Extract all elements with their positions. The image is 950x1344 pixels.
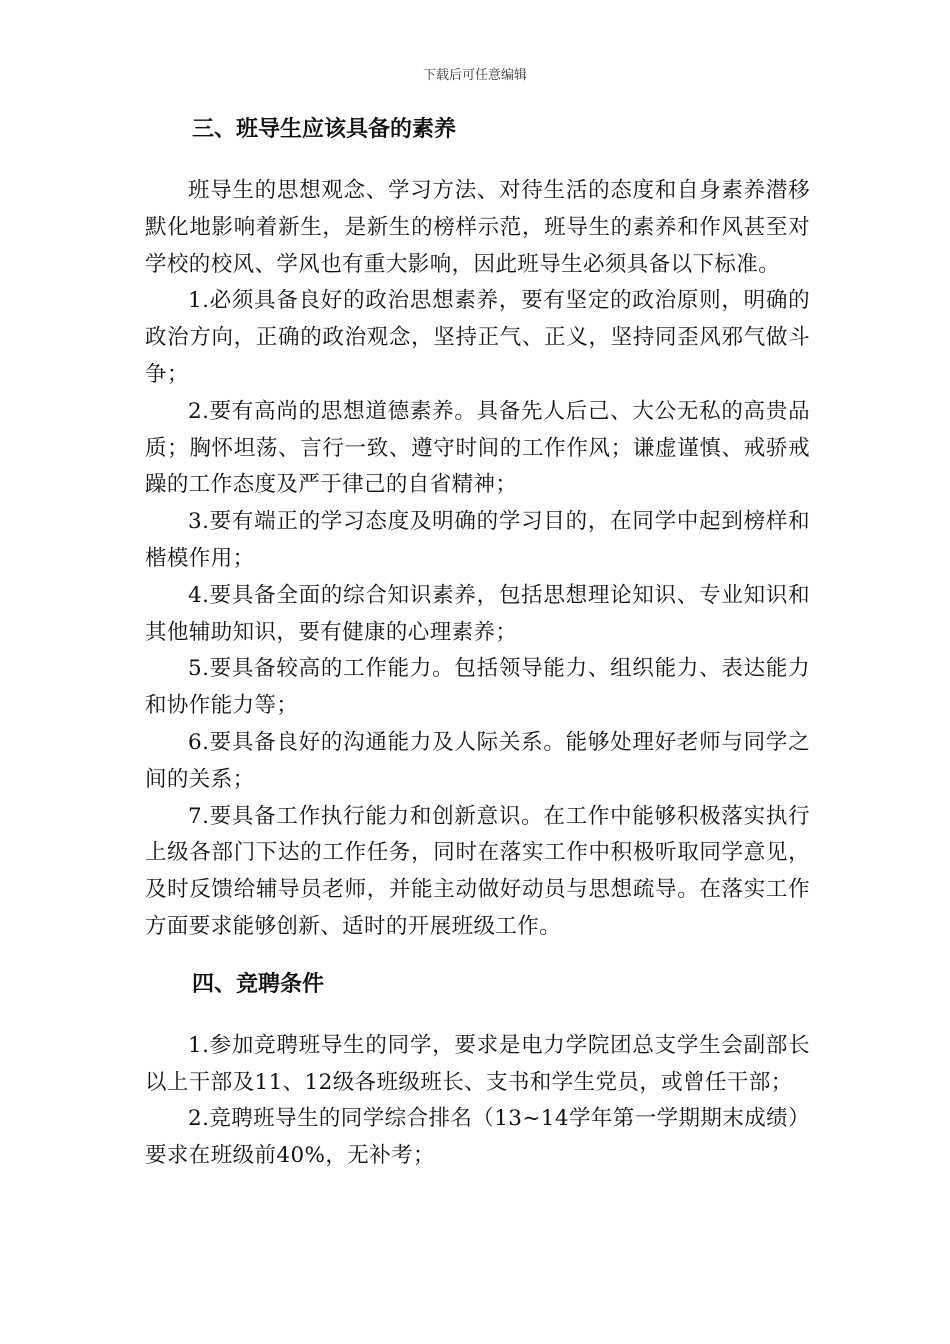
paragraph-item-5: 5.要具备较高的工作能力。包括领导能力、组织能力、表达能力和协作能力等； (145, 656, 810, 719)
paragraph-item-1: 1.必须具备良好的政治思想素养，要有坚定的政治原则，明确的政治方向，正确的政治观念，坚持正气、正义，坚持同歪风邪气做斗争； (145, 288, 810, 387)
paragraph-item-4: 4.要具备全面的综合知识素养，包括思想理论知识、专业知识和其他辅助知识，要有健康的心理素养； (145, 582, 810, 645)
paragraph-condition-1: 1.参加竞聘班导生的同学，要求是电力学院团总支学生会副部长以上干部及11、12级各班级班长、支书和学生党员，或曾任干部； (145, 1032, 810, 1095)
paragraph-intro: 班导生的思想观念、学习方法、对待生活的态度和自身素养潜移默化地影响着新生，是新生的榜样示范，班导生的素养和作风甚至对学校的校风、学风也有重大影响，因此班导生必须具备以下标准。 (145, 178, 810, 277)
paragraph-item-2: 2.要有高尚的思想道德素养。具备先人后己、大公无私的高贵品质；胸怀坦荡、言行一致、遵守时间的工作作风；谦虚谨慎、戒骄戒躁的工作态度及严于律己的自省精神； (145, 398, 810, 498)
paragraph-condition-2: 2.竞聘班导生的同学综合排名（13~14学年第一学期期末成绩）要求在班级前40%，无补考； (145, 1106, 810, 1169)
paragraph-item-6: 6.要具备良好的沟通能力及人际关系。能够处理好老师与同学之间的关系； (145, 729, 810, 792)
page-header: 下载后可任意编辑 (422, 68, 527, 83)
document-body (145, 112, 810, 1175)
paragraph-item-3: 3.要有端正的学习态度及明确的学习目的，在同学中起到榜样和楷模作用； (145, 509, 810, 571)
section-heading-qualities: 三、班导生应该具备的素养 (192, 117, 457, 142)
section-spacer (145, 946, 810, 967)
section-heading-conditions: 四、竞聘条件 (192, 971, 325, 997)
paragraph-item-7: 7.要具备工作执行能力和创新意识。在工作中能够积极落实执行上级各部门下达的工作任务，同时在落实工作中积极听取同学意见，及时反馈给辅导员老师，并能主动做好动员与思想疏导。在落实工作方面要求能够创新、适时的开展班级工作。 (145, 803, 810, 939)
